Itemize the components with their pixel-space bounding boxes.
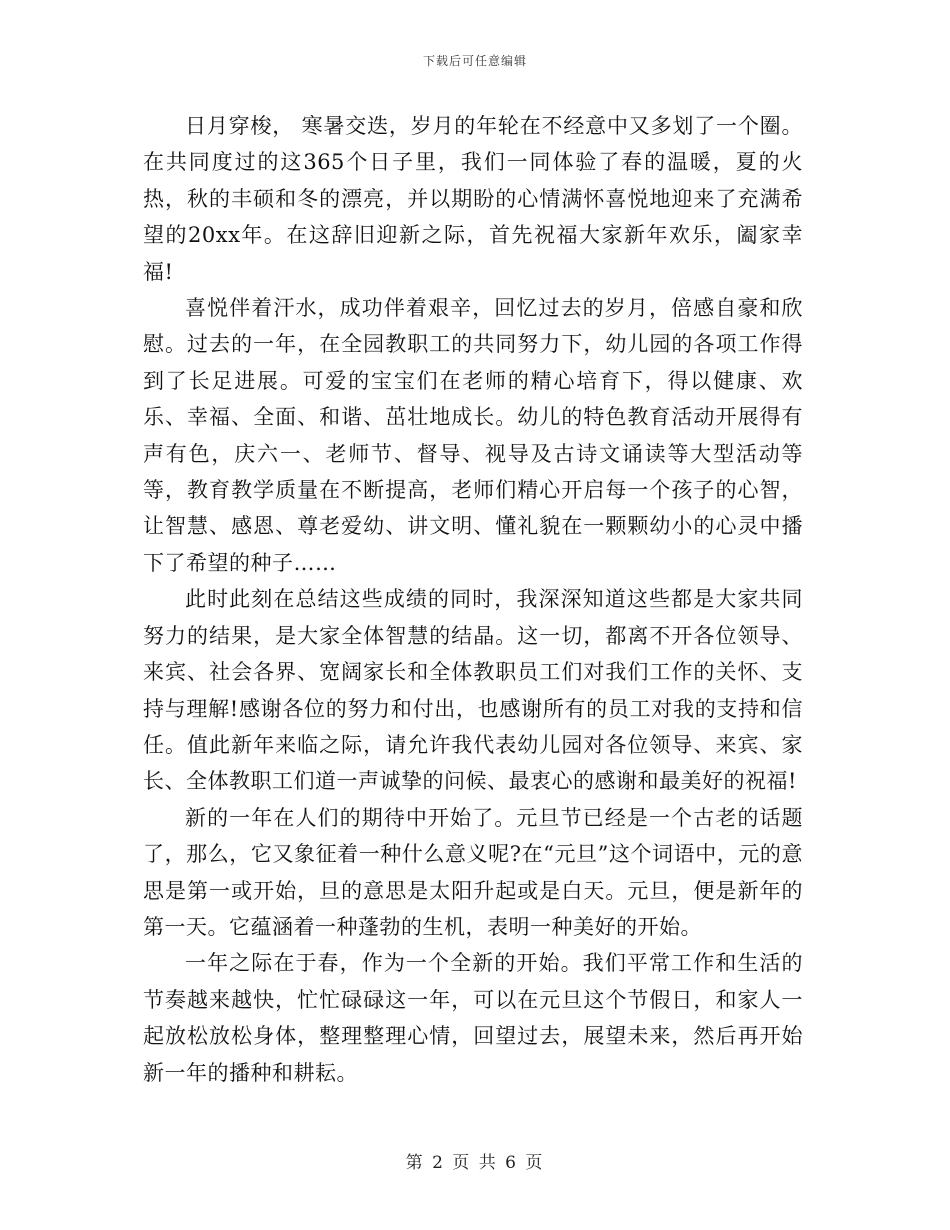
paragraph-5: 一年之际在于春，作为一个全新的开始。我们平常工作和生活的节奏越来越快，忙忙碌碌这一年，可以在元旦这个节假日，和家人一起放松放松身体，整理整理心情，回望过去，展望未来，然后再开始新一年的播种和耕耘。 <box>143 951 803 1085</box>
document-body <box>143 108 803 1091</box>
paragraph-3: 此时此刻在总结这些成绩的同时，我深深知道这些都是大家共同努力的结果，是大家全体智慧的结晶。这一切，都离不开各位领导、来宾、社会各界、宽阔家长和全体教职员工们对我们工作的关怀、支持与理解!感谢各位的努力和付出，也感谢所有的员工对我的支持和信任。值此新年来临之际，请允许我代表幼儿园对各位领导、来宾、家长、全体教职工们道一声诚挚的问候、最衷心的感谢和最美好的祝福! <box>143 587 803 794</box>
paragraph-1: 日月穿梭， 寒暑交迭，岁月的年轮在不经意中又多划了一个圈。在共同度过的这365个日子里，我们一同体验了春的温暖，夏的火热，秋的丰硕和冬的漂亮，并以期盼的心情满怀喜悦地迎来了充满希望的20xx年。在这辞旧迎新之际，首先祝福大家新年欢乐，阖家幸福! <box>143 114 803 284</box>
paragraph-2: 喜悦伴着汗水，成功伴着艰辛，回忆过去的岁月，倍感自豪和欣慰。过去的一年，在全园教职工的共同努力下，幼儿园的各项工作得到了长足进展。可爱的宝宝们在老师的精心培育下，得以健康、欢乐、幸福、全面、和谐、茁壮地成长。幼儿的特色教育活动开展得有声有色，庆六一、老师节、督导、视导及古诗文诵读等大型活动等等，教育教学质量在不断提高，老师们精心开启每一个孩子的心智，让智慧、感恩、尊老爱幼、讲文明、懂礼貌在一颗颗幼小的心灵中播下了希望的种子…… <box>143 296 803 575</box>
paragraph-4: 新的一年在人们的期待中开始了。元旦节已经是一个古老的话题了，那么，它又象征着一种什么意义呢?在“元旦”这个词语中，元的意思是第一或开始，旦的意思是太阳升起或是白天。元旦，便是新年的第一天。它蕴涵着一种蓬勃的生机，表明一种美好的开始。 <box>143 805 803 939</box>
page-header-note: 下载后可任意编辑 <box>422 54 527 68</box>
page-number: 第 2 页 共 6 页 <box>405 1153 545 1173</box>
